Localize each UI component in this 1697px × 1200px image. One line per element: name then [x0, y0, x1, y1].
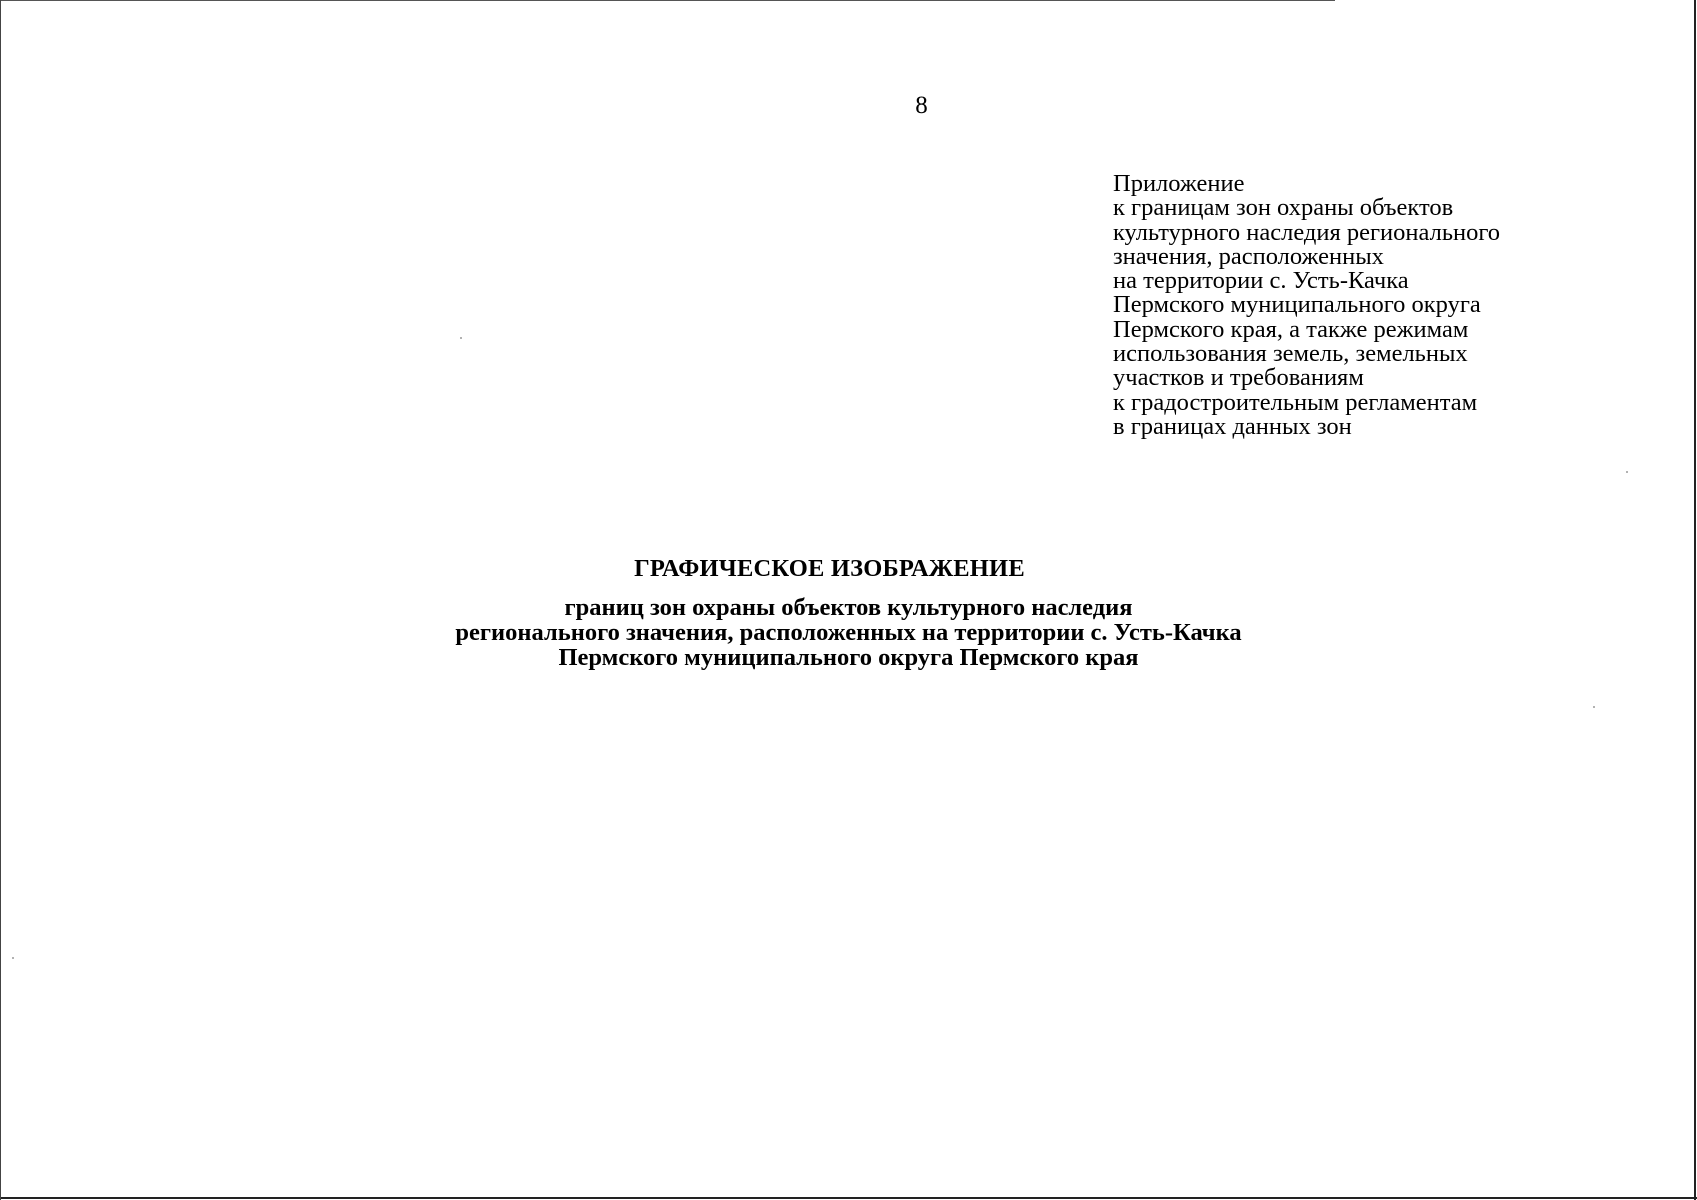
appendix-line: в границах данных зон: [1113, 412, 1352, 440]
appendix-line: на территории с. Усть-Качка: [1113, 267, 1409, 295]
appendix-line: участков и требованиям: [1113, 364, 1364, 392]
scan-speck: [1593, 706, 1595, 708]
appendix-line: к границам зон охраны объектов: [1113, 194, 1454, 222]
scan-speck: [460, 337, 462, 339]
appendix-line: к градостроительным регламентам: [1113, 388, 1478, 416]
page-number: 8: [915, 92, 928, 119]
scan-speck: [1626, 471, 1628, 473]
heading-subtitle-line: границ зон охраны объектов культурного наследия: [564, 594, 1133, 621]
appendix-line: Пермского края, а также режимам: [1113, 315, 1469, 343]
appendix-line: использования земель, земельных: [1113, 340, 1468, 368]
appendix-line: значения, расположенных: [1113, 242, 1384, 270]
heading-subtitle-line: регионального значения, расположенных на территории с. Усть-Качка: [455, 619, 1242, 646]
appendix-line: культурного наследия регионального: [1113, 218, 1501, 246]
scan-edge-top: [0, 0, 1335, 1]
appendix-line: Пермского муниципального округа: [1113, 291, 1481, 319]
scan-speck: [12, 957, 14, 959]
appendix-line: Приложение: [1113, 170, 1245, 197]
heading-title: ГРАФИЧЕСКОЕ ИЗОБРАЖЕНИЕ: [634, 555, 1025, 582]
scan-edge-bottom: [0, 1197, 1697, 1199]
document-heading: [0, 555, 1697, 670]
appendix-note: [1113, 172, 1633, 439]
heading-subtitle-line: Пермского муниципального округа Пермского края: [558, 644, 1139, 671]
